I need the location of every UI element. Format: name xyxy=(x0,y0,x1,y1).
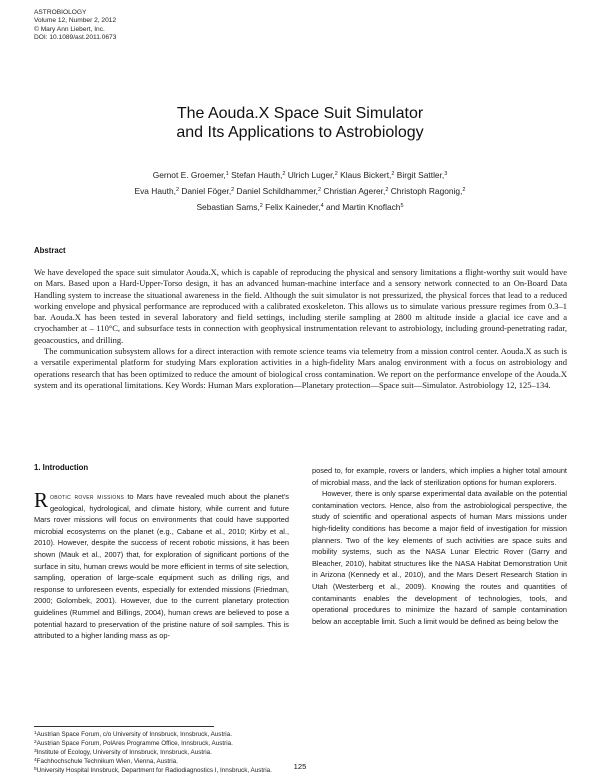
footnote-mark: 5 xyxy=(34,767,37,772)
intro-paragraph xyxy=(34,488,289,642)
abstract-paragraph: We have developed the space suit simulator Aouda.X, which is capable of reproducing the physical and sensory limitations a flight-worthy suit would have on Mars. Based upon a Hard-Upper-Torso design, it has an advanced human-machine interface and a sensory network connected to an On-Board Data Handling system to increase the situational awareness in the field. Although the suit simulator is not pressurized, the physical forces that lead to a reduced working envelope and physical performance are reproduced with a calibrated exoskeleton. This allows us to simulate various pressure regimes from 0.3–1 bar. Aouda.X has been tested in several laboratory and field settings, including sterile sampling at 2800 m altitude inside a glacial ice cave and a cryochamber at – 110°C, and subsurface tests in connection with geophysical instrumentation relevant to astrobiology, including ground-penetrating radar, geoacoustics, and drilling. xyxy=(34,267,567,345)
footnote-mark: 4 xyxy=(34,758,37,763)
author-line-1 xyxy=(0,167,600,183)
affiliation-mark[interactable]: 4 xyxy=(320,203,324,209)
footnote-text: Austrian Space Forum, PolAres Programme Office, Innsbruck, Austria. xyxy=(36,740,233,747)
affiliation-mark[interactable]: 1 xyxy=(225,171,229,177)
author-name: Stefan Hauth, xyxy=(228,170,283,180)
author-line-2 xyxy=(0,183,600,199)
right-column xyxy=(312,465,567,627)
author-name: and Martin Knoflach xyxy=(323,202,401,212)
author-list xyxy=(0,167,600,215)
affiliation-mark[interactable]: 2 xyxy=(334,171,338,177)
title-line-1: The Aouda.X Space Suit Simulator xyxy=(176,105,424,122)
author-name: Eva Hauth, xyxy=(134,186,176,196)
affiliation-mark[interactable]: 2 xyxy=(462,187,466,193)
affiliation-mark[interactable]: 2 xyxy=(259,203,263,209)
affiliation-mark[interactable]: 2 xyxy=(385,187,389,193)
article-title xyxy=(0,104,600,142)
affiliation-mark[interactable]: 2 xyxy=(282,171,286,177)
footnote-mark: 2 xyxy=(34,740,37,745)
footnote-item xyxy=(34,748,574,757)
author-name: Felix Kaineder, xyxy=(262,202,321,212)
lead-in-text: obotic rover missions xyxy=(50,492,125,501)
drop-cap: R xyxy=(34,488,49,512)
footnote-divider xyxy=(34,726,214,727)
footnote-mark: 1 xyxy=(34,731,37,736)
affiliation-mark[interactable]: 3 xyxy=(444,171,448,177)
title-line-2: and Its Applications to Astrobiology xyxy=(176,124,424,141)
author-name: Ulrich Luger, xyxy=(285,170,335,180)
affiliation-mark[interactable]: 5 xyxy=(400,203,404,209)
page-number: 125 xyxy=(293,762,307,771)
copyright-line: © Mary Ann Liebert, Inc. xyxy=(34,25,105,33)
author-name: Daniel Föger, xyxy=(179,186,232,196)
footnote-mark: 3 xyxy=(34,749,37,754)
footnote-text: Fachhochschule Technikum Wien, Vienna, Austria. xyxy=(36,758,178,765)
footnote-text: Institute of Ecology, University of Innsbruck, Innsbruck, Austria. xyxy=(36,749,212,756)
author-name: Christian Agerer, xyxy=(321,186,386,196)
author-name: Birgit Sattler, xyxy=(394,170,445,180)
affiliation-mark[interactable]: 2 xyxy=(318,187,322,193)
abstract-heading: Abstract xyxy=(34,246,66,255)
doi-link[interactable]: DOI: 10.1089/ast.2011.0673 xyxy=(34,34,117,42)
section-heading-introduction: 1. Introduction xyxy=(34,463,89,472)
journal-header xyxy=(34,9,116,43)
affiliation-mark[interactable]: 2 xyxy=(391,171,395,177)
affiliation-mark[interactable]: 2 xyxy=(175,187,180,193)
author-name: Sebastian Sams, xyxy=(196,202,260,212)
intro-paragraph-text: to Mars have revealed much about the planet's geological, hydrological, and climate history, while current and future Mars rover missions will focus on environments that could have supported microbial ecosystems on the planet (e.g., Cabane et al., 2010; Kirby et al., 2010). However, despite the success of recent robotic missions, it has been shown (Mauk et al., 2007) that, for exploration of significant portions of the surface in situ, human crews would be more efficient in terms of site selection, sampling, operation of large-scale equipment such as drilling rigs, and response to unforeseen events, especially for extended missions (Friedman, 2000; Golombek, 2001). However, due to the current planetary protection guidelines (Rummel and Billings, 2004), human crews are believed to pose a potential hazard to preservation of the pristine nature of soil samples. This is attributed to a higher landing mass as op- xyxy=(34,492,289,641)
affiliation-mark[interactable]: 2 xyxy=(231,187,235,193)
journal-volume: Volume 12, Number 2, 2012 xyxy=(34,17,117,25)
left-column xyxy=(34,488,289,642)
author-name: Daniel Schildhammer, xyxy=(234,186,319,196)
body-paragraph: However, there is only sparse experimental data available on the potential contamination vectors. Hence, also from the astrobiological perspective, the study of scientific and operational aspects of human Mars missions under high-fidelity conditions has become a major field of investigation for mission planners. Two of the key elements of such activities are space suits and mobility systems, such as the NASA Lunar Electric Rover (Garry and Bleacher, 2010), habitat structures like the NASA Habitat Demonstration Unit in Arizona (Kennedy et al., 2010), and the Mars Desert Research Station in Utah (Westerberg et al., 2009). Knowing the routes and quantities of contaminants enables the development of technologies, tools, and operational procedures to minimize the hazard of sample contamination below an acceptable limit. Such a limit would be defined as being below the xyxy=(312,489,567,626)
footnote-text: University Hospital Innsbruck, Department for Radiodiagnostics I, Innsbruck, Austria. xyxy=(36,767,272,774)
abstract-paragraph: The communication subsystem allows for a direct interaction with remote science teams via telemetry from a mission control center. Aouda.X as such is a versatile experimental platform for studying Mars exploration activities in a high-fidelity Mars analog environment with a focus on astrobiology and operations research that has been optimized to reduce the amount of biological cross contamination. We report on the performance envelope of the Aouda.X system and its operational limitations. Key Words: Human Mars exploration—Planetary protection—Space suit—Simulator. Astrobiology 12, 125–134. xyxy=(34,346,567,390)
author-line-3 xyxy=(0,199,600,215)
footnote-item xyxy=(34,730,574,739)
abstract-body xyxy=(34,267,567,391)
author-name: Klaus Bickert, xyxy=(337,170,392,180)
journal-name: ASTROBIOLOGY xyxy=(34,9,87,16)
author-name: Christoph Ragonig, xyxy=(388,186,463,196)
author-name: Gernot E. Groemer, xyxy=(152,170,226,180)
footnote-item xyxy=(34,739,574,748)
footnote-text: Austrian Space Forum, c/o University of Innsbruck, Innsbruck, Austria. xyxy=(36,731,232,738)
body-paragraph: posed to, for example, rovers or landers, which implies a higher total amount of microbial mass, and the lack of sterilization options for human explorers. xyxy=(312,466,567,487)
